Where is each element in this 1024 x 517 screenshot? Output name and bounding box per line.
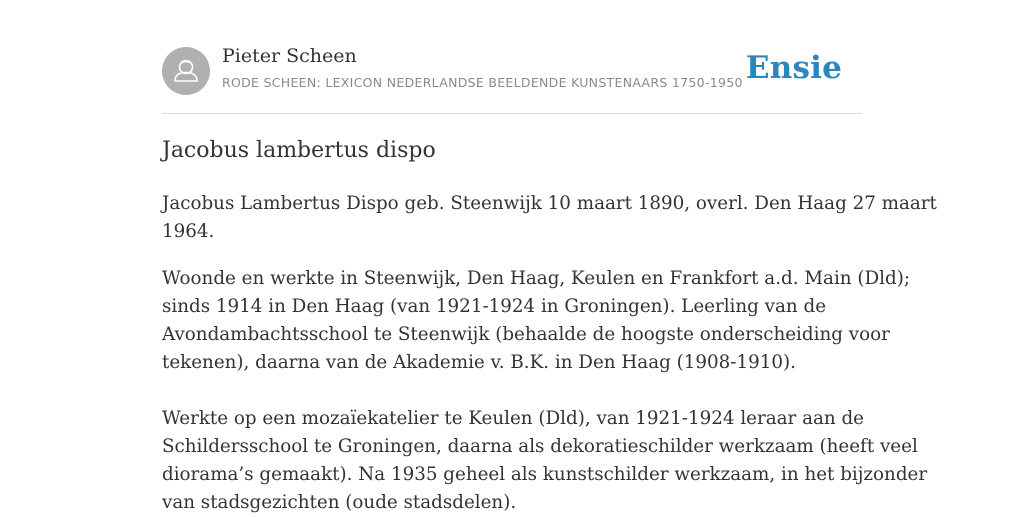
paragraph-line: van stadsgezichten (oude stadsdelen). xyxy=(162,492,517,513)
paragraph-line: diorama’s gemaakt). Na 1935 geheel als kunstschilder werkzaam, in het bijzonder xyxy=(162,464,928,485)
paragraph-line: sinds 1914 in Den Haag (van 1921-1924 in Groningen). Leerling van de xyxy=(162,296,827,317)
paragraph-line: Woonde en werkte in Steenwijk, Den Haag, Keulen en Frankfort a.d. Main (Dld); xyxy=(162,268,911,289)
author-avatar[interactable] xyxy=(162,47,210,95)
author-name[interactable]: Pieter Scheen xyxy=(222,45,357,67)
source-publication[interactable]: RODE SCHEEN: LEXICON NEDERLANDSE BEELDENDE KUNSTENAARS 1750-1950 xyxy=(222,75,743,90)
user-silhouette-icon xyxy=(162,47,210,95)
paragraph-line: tekenen), daarna van de Akademie v. B.K. in Den Haag (1908-1910). xyxy=(162,352,796,373)
page-content xyxy=(162,0,937,513)
paragraph-line: Avondambachtsschool te Steenwijk (behaalde de hoogste onderscheiding voor xyxy=(162,324,890,345)
article-paragraph-3 xyxy=(162,405,928,517)
article-header xyxy=(162,0,862,114)
paragraph-line: Schildersschool te Groningen, daarna als dekoratieschilder werkzaam (heeft veel xyxy=(162,436,918,457)
paragraph-line: Jacobus Lambertus Dispo geb. Steenwijk 10 maart 1890, overl. Den Haag 27 maart xyxy=(162,193,937,214)
article-title: Jacobus lambertus dispo xyxy=(162,138,436,163)
ensie-logo[interactable]: Ensie xyxy=(745,50,842,86)
article-paragraph-1 xyxy=(162,190,937,246)
paragraph-line: Werkte op een mozaïekatelier te Keulen (Dld), van 1921-1924 leraar aan de xyxy=(162,408,864,429)
paragraph-line: 1964. xyxy=(162,221,215,242)
article-paragraph-2 xyxy=(162,265,911,377)
